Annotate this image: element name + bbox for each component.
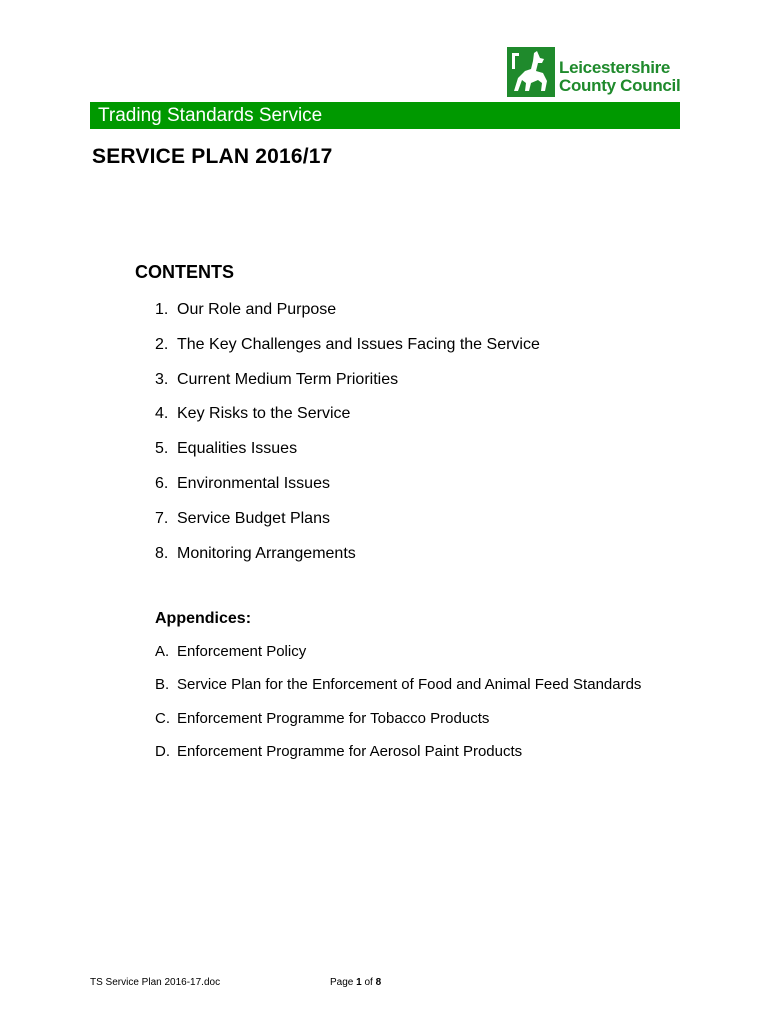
service-banner-text: Trading Standards Service — [98, 105, 323, 126]
contents-item — [155, 474, 540, 509]
appendix-item-label: Enforcement Programme for Aerosol Paint Products — [177, 742, 523, 760]
page-total: 8 — [375, 977, 382, 988]
logo-wordmark — [559, 59, 680, 95]
appendix-item — [155, 710, 641, 743]
appendix-item-label: Service Plan for the Enforcement of Food and Animal Feed Standards — [177, 676, 642, 694]
contents-list — [155, 300, 540, 578]
appendix-item-label: Enforcement Programme for Tobacco Products — [177, 709, 490, 727]
appendix-item — [155, 643, 641, 676]
footer-filename: TS Service Plan 2016-17.doc — [90, 977, 221, 988]
contents-item-label: Current Medium Term Priorities — [177, 370, 399, 388]
contents-item — [155, 300, 540, 335]
logo-line-2: County Council — [559, 76, 681, 95]
contents-item-label: Equalities Issues — [177, 440, 298, 458]
appendix-item — [155, 743, 641, 776]
contents-item-label: Key Risks to the Service — [177, 405, 351, 423]
contents-item — [155, 404, 540, 439]
contents-item-label: Our Role and Purpose — [177, 301, 337, 318]
page-of: of — [364, 977, 373, 988]
contents-item-number: 3. — [155, 370, 169, 388]
appendix-item-letter: D. — [155, 742, 170, 760]
contents-item — [155, 544, 540, 579]
contents-item-number: 8. — [155, 544, 169, 562]
appendix-item-label: Enforcement Policy — [177, 643, 307, 660]
contents-item-label: Service Budget Plans — [177, 509, 330, 527]
contents-item — [155, 509, 540, 544]
footer-page-number — [330, 977, 381, 988]
council-logo — [507, 47, 682, 101]
contents-item-number: 4. — [155, 405, 169, 423]
appendices-list — [155, 643, 641, 776]
contents-item-number: 1. — [155, 301, 169, 318]
contents-item-label: Environmental Issues — [177, 474, 330, 492]
appendix-item-letter: A. — [155, 643, 170, 660]
contents-item — [155, 335, 540, 370]
contents-item — [155, 370, 540, 405]
page-prefix: Page — [330, 977, 354, 988]
contents-item-number: 5. — [155, 440, 169, 458]
appendix-item-letter: B. — [155, 676, 170, 694]
contents-item-label: The Key Challenges and Issues Facing the Service — [177, 335, 540, 353]
contents-item-number: 2. — [155, 335, 169, 353]
contents-heading: CONTENTS — [135, 262, 234, 282]
contents-item-number: 7. — [155, 509, 169, 527]
fox-emblem-icon — [507, 47, 555, 97]
contents-item-label: Monitoring Arrangements — [177, 544, 356, 562]
service-banner — [90, 102, 680, 129]
logo-line-1: Leicestershire — [559, 58, 671, 77]
contents-item-number: 6. — [155, 474, 169, 492]
document-title: SERVICE PLAN 2016/17 — [92, 145, 333, 168]
appendices-heading: Appendices: — [155, 610, 252, 627]
appendix-item — [155, 676, 641, 709]
page-current: 1 — [356, 977, 362, 988]
contents-item — [155, 439, 540, 474]
appendix-item-letter: C. — [155, 709, 170, 727]
